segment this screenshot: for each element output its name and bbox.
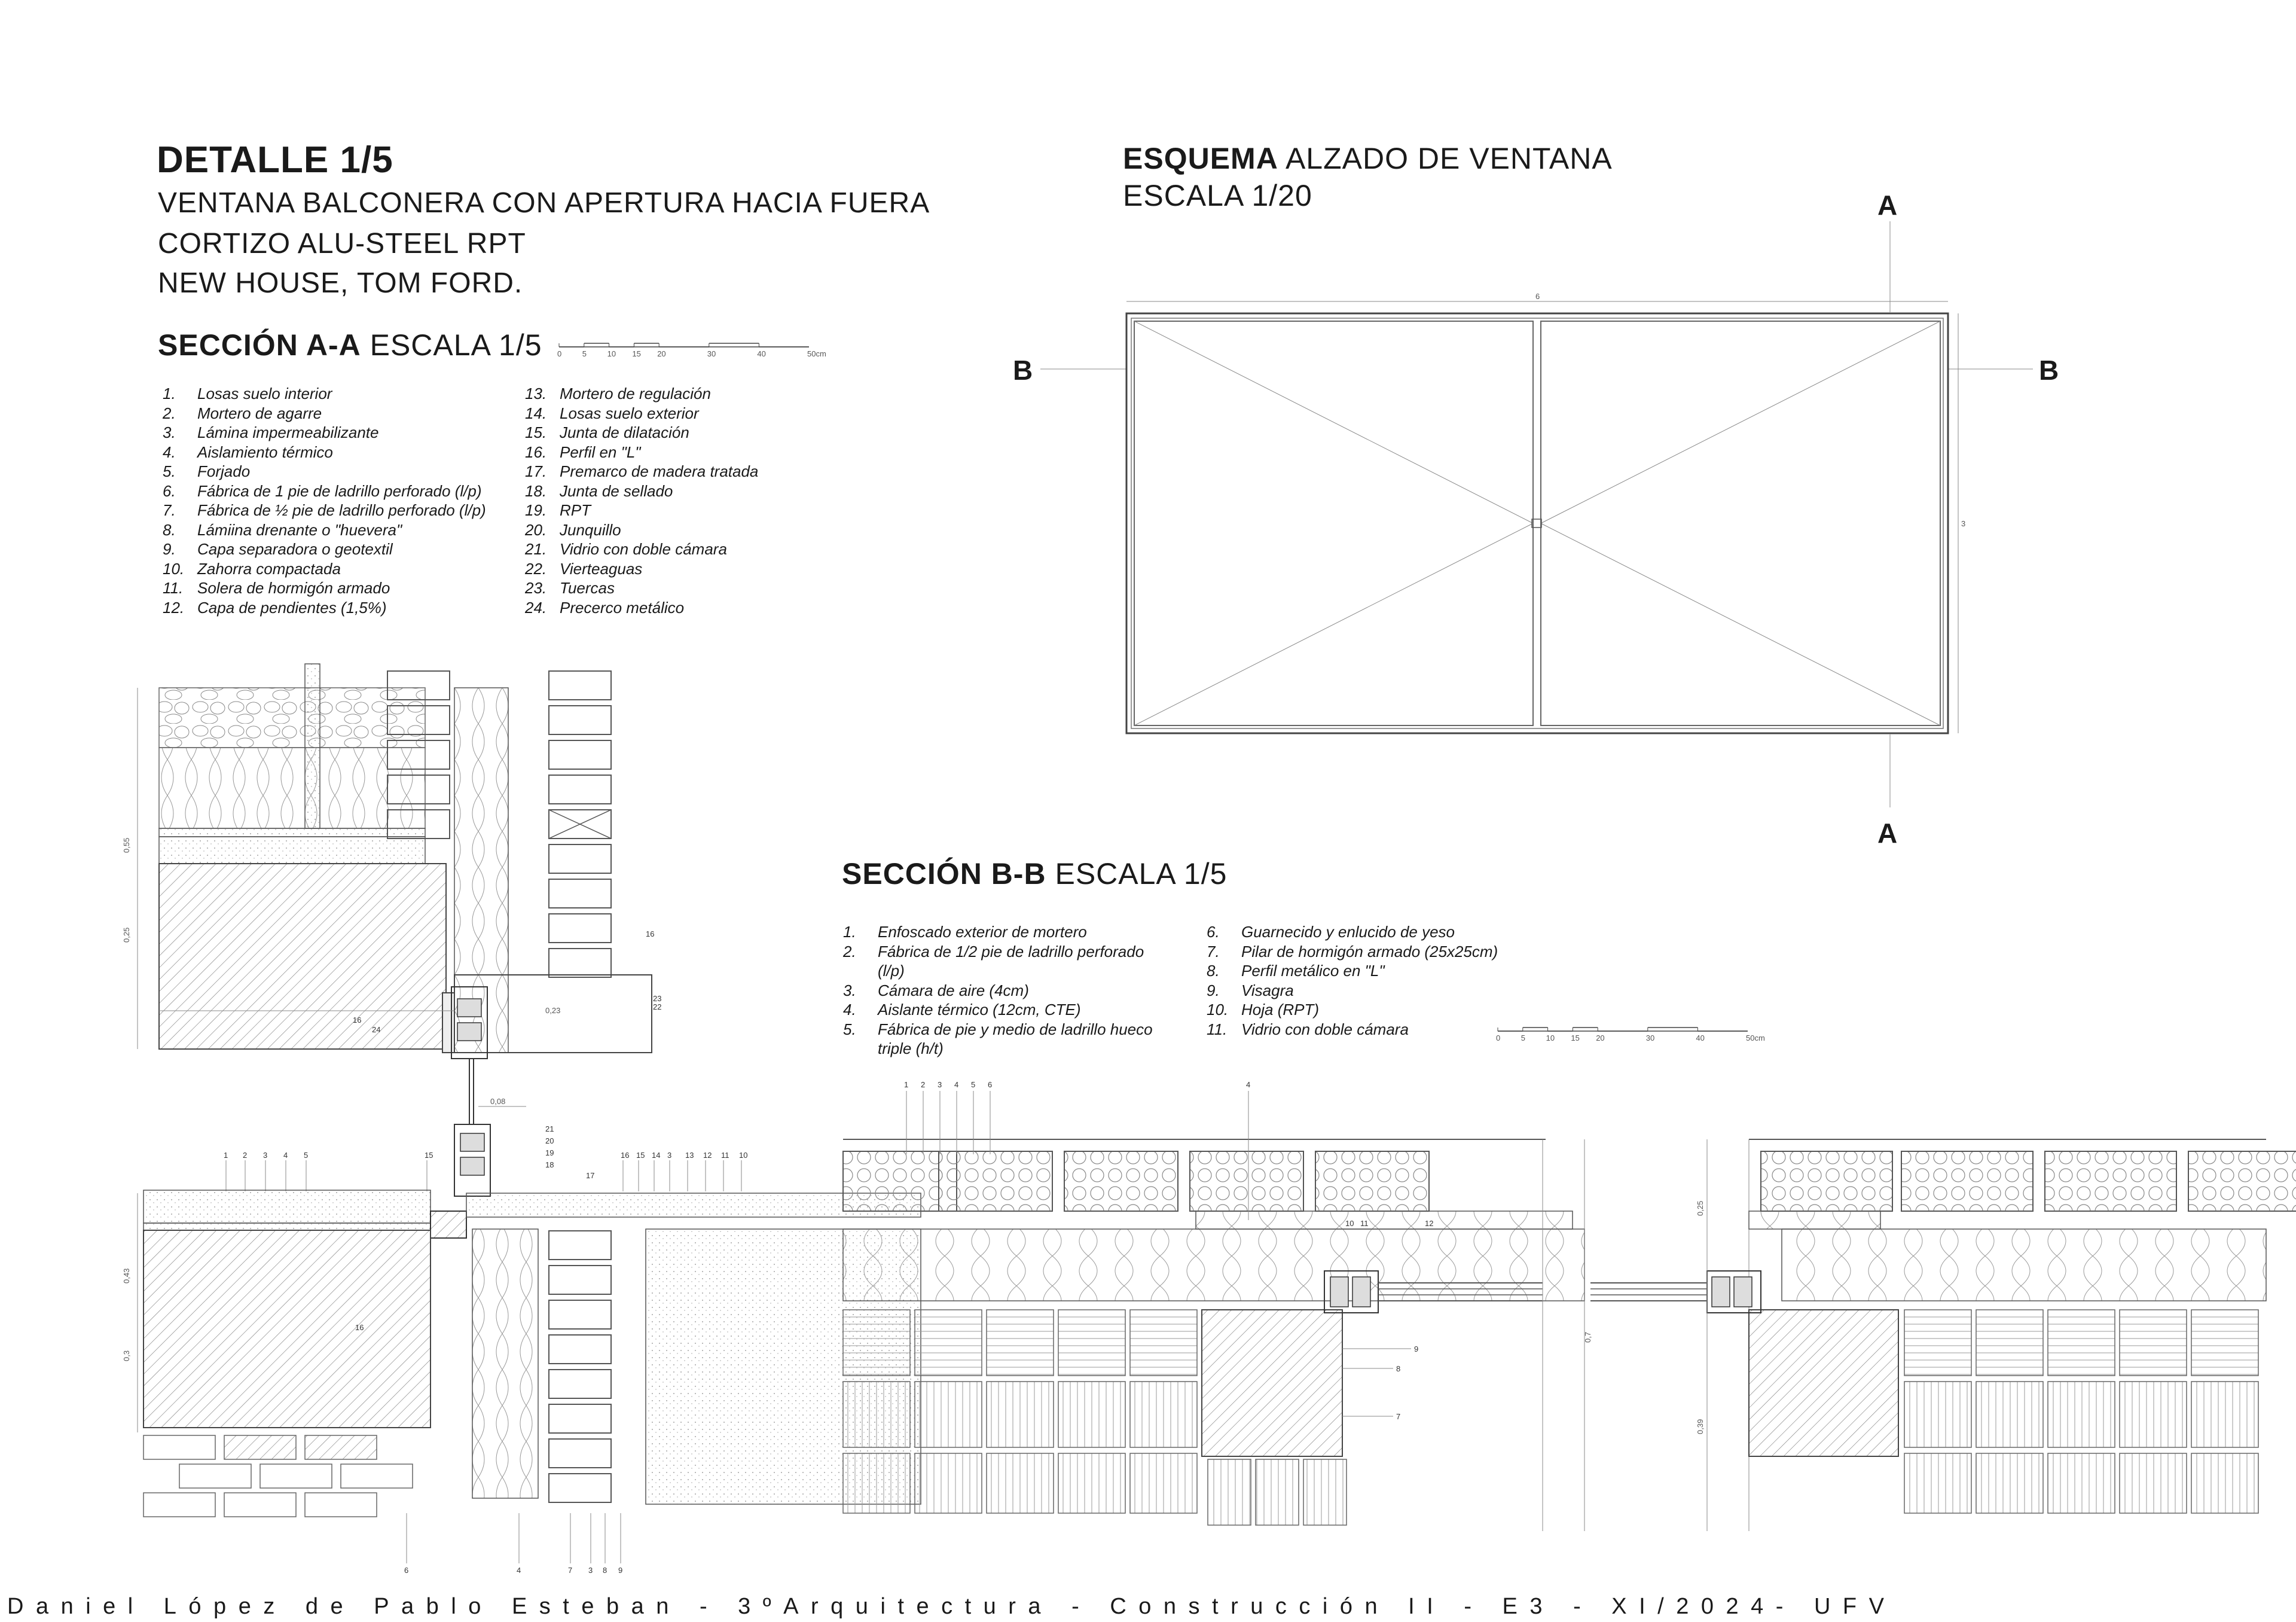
concrete-slab (159, 864, 446, 1049)
bb-window-profile-right (1590, 1271, 1761, 1313)
scale-label: 20 (657, 349, 666, 358)
callout-label: 4 (517, 1566, 521, 1575)
callout-label: 7 (568, 1566, 573, 1575)
callout-21: 21 (545, 1124, 554, 1133)
brick (224, 1435, 296, 1459)
legend-item-number: 14. (525, 404, 547, 422)
legend-item-number: 16. (525, 443, 547, 461)
legend-item-text: Fábrica de ½ pie de ladrillo perforado (l/p) (197, 501, 486, 519)
window-inner-frame (1131, 318, 1943, 728)
insulation-layer (159, 748, 425, 828)
legend-item (843, 942, 1153, 962)
hollow-block (1904, 1453, 1971, 1513)
hollow-block (1904, 1382, 1971, 1447)
section-bb-scale-bar (1498, 1026, 1809, 1044)
legend-item-text: Capa de pendientes (1,5%) (197, 598, 387, 617)
legend-item-number: 3. (163, 423, 176, 441)
hollow-block (1303, 1459, 1347, 1525)
window-leaf-left (1134, 321, 1533, 725)
hollow-brick (1901, 1151, 2033, 1211)
hollow-block (1976, 1453, 2043, 1513)
hollow-block (1058, 1453, 1125, 1513)
legend-item-number: 24. (525, 598, 547, 617)
hollow-brick (2045, 1151, 2176, 1211)
brick (549, 1300, 611, 1329)
brick (549, 1404, 611, 1433)
schema-title-rest: ALZADO DE VENTANA (1278, 142, 1613, 175)
legend-item (843, 1039, 1153, 1059)
legend-item (843, 1020, 1153, 1039)
brick (549, 949, 611, 977)
legend-item-number: 2. (163, 404, 176, 422)
callout-label: 6 (404, 1566, 409, 1575)
render-layer (305, 664, 320, 828)
legend-item-number: 13. (525, 385, 547, 403)
brick (305, 1493, 377, 1517)
legend-item-number: 22. (525, 559, 547, 578)
callout-frame-11: 11 (1360, 1219, 1369, 1228)
legend-item-text: Fábrica de 1/2 pie de ladrillo perforado (878, 942, 1144, 961)
hollow-block (2191, 1382, 2258, 1447)
legend-item-text: Vidrio con doble cámara (560, 540, 727, 558)
hollow-block (987, 1382, 1054, 1447)
dim-025: 0,25 (122, 927, 131, 943)
bb-right-pillar (1749, 1310, 1898, 1456)
legend-item-number: 1. (163, 385, 176, 403)
bb-dim-07: 0,7 (1583, 1331, 1592, 1343)
legend-item-text: Losas suelo exterior (560, 404, 699, 422)
hollow-block (2120, 1310, 2187, 1376)
legend-item-text: Mortero de agarre (197, 404, 322, 422)
brick (549, 879, 611, 908)
callout-side-9: 9 (1414, 1344, 1419, 1353)
hollow-block (1058, 1382, 1125, 1447)
legend-item-number: 7. (1207, 942, 1220, 961)
legend-item-number: 10. (1207, 1001, 1229, 1019)
legend-item-number (843, 1039, 878, 1059)
section-bb-legend-left (843, 922, 1153, 1059)
callout-24: 24 (372, 1025, 381, 1034)
legend-item (843, 961, 1153, 981)
hollow-block (2191, 1453, 2258, 1513)
dim-023: 0,23 (545, 1006, 561, 1015)
legend-item-text: (l/p) (878, 962, 905, 980)
hollow-block (2191, 1310, 2258, 1376)
section-bb-title (842, 856, 1227, 891)
legend-item (1207, 922, 1498, 942)
callout-label: 4 (954, 1080, 959, 1089)
section-aa-drawing (120, 652, 957, 1591)
schema-scale: ESCALA 1/20 (1123, 179, 1312, 212)
brick (305, 1435, 377, 1459)
legend-item-number: 8. (1207, 962, 1220, 980)
hollow-block (1904, 1310, 1971, 1376)
legend-item-text: Perfil en "L" (560, 443, 641, 461)
legend-item (1207, 1020, 1498, 1039)
dim-043: 0,43 (122, 1268, 131, 1283)
legend-item-number: 23. (525, 579, 547, 597)
hollow-block (843, 1453, 910, 1513)
bb-right-detail (1590, 1139, 2296, 1531)
scale-label: 20 (1596, 1033, 1605, 1042)
scale-label: 30 (1645, 1033, 1655, 1042)
legend-item-text: Capa separadora o geotextil (197, 540, 393, 558)
callout-22: 22 (653, 1002, 662, 1011)
callout-label: 15 (425, 1151, 433, 1160)
bb-right-insulation-strip (1749, 1211, 1880, 1229)
hollow-block (2120, 1453, 2187, 1513)
legend-item (1207, 961, 1498, 981)
callout-label: 1 (224, 1151, 228, 1160)
callout-frame-10: 10 (1345, 1219, 1354, 1228)
legend-item-number: 21. (525, 540, 547, 558)
legend-item-number: 12. (163, 598, 185, 617)
bb-dim-039: 0,39 (1696, 1419, 1705, 1434)
section-mark-b-left: B (1013, 355, 1033, 386)
insulation-lower (472, 1229, 538, 1498)
section-bb-drawing (837, 1077, 2284, 1567)
legend-item-text: Premarco de madera tratada (560, 462, 759, 480)
legend-item (843, 922, 1153, 942)
brick (549, 1266, 611, 1294)
callout-label: 12 (703, 1151, 712, 1160)
legend-item-text: Fábrica de 1 pie de ladrillo perforado (l/p) (197, 481, 482, 500)
dim-width-label: 6 (1535, 292, 1540, 301)
hollow-block (843, 1382, 910, 1447)
brick-column-outer (549, 671, 611, 977)
legend-item-number: 6. (163, 481, 176, 500)
scale-label: 15 (1571, 1033, 1580, 1042)
callout-label: 11 (721, 1151, 729, 1160)
section-bb-title-scale: ESCALA 1/5 (1046, 857, 1228, 891)
scale-label: 50cm (807, 349, 826, 358)
hollow-block (1058, 1310, 1125, 1376)
membrane-layer (159, 828, 425, 837)
callout-label: 2 (243, 1151, 248, 1160)
legend-item-text: Hoja (RPT) (1241, 1001, 1320, 1019)
hollow-block (2048, 1310, 2115, 1376)
brick (549, 1474, 611, 1502)
legend-item-number: 10. (163, 559, 185, 578)
legend-item-number: 9. (163, 540, 176, 558)
brick-row-lower (144, 1435, 413, 1517)
aa-upper-detail (122, 664, 661, 1094)
opening-line-right-bottom (1541, 523, 1940, 725)
brick (549, 775, 611, 804)
dim-03: 0,3 (122, 1350, 131, 1361)
brick-column-lower (549, 1231, 611, 1502)
window-profile-bottom (454, 1089, 490, 1196)
callout-label: 4 (1246, 1080, 1251, 1089)
scale-label: 30 (707, 349, 716, 358)
brick (179, 1464, 251, 1488)
legend-item-number: 2. (843, 942, 856, 961)
legend-item-number: 4. (163, 443, 176, 461)
brick (144, 1435, 215, 1459)
section-aa-title-scale: ESCALA 1/5 (361, 328, 542, 362)
hollow-block (843, 1310, 910, 1376)
callout-frame-12: 12 (1425, 1219, 1434, 1228)
callout-row (224, 1151, 747, 1191)
bb-insulation-main (843, 1229, 1584, 1301)
callout-bottom-row (404, 1513, 622, 1575)
legend-item-text: Enfoscado exterior de mortero (878, 923, 1087, 941)
hollow-brick (1064, 1151, 1178, 1211)
hollow-block (1976, 1382, 2043, 1447)
callout-side-8: 8 (1396, 1364, 1401, 1373)
callout-label: 1 (904, 1080, 909, 1089)
callout-label: 8 (603, 1566, 607, 1575)
callout-16-c: 16 (355, 1323, 364, 1332)
legend-item (1207, 1000, 1498, 1020)
callout-label: 3 (263, 1151, 268, 1160)
legend-item-number: 6. (1207, 923, 1220, 941)
legend-item-number: 5. (163, 462, 176, 480)
legend-item-number (843, 961, 878, 981)
sheet-title: DETALLE 1/5 (157, 139, 393, 181)
scale-label: 10 (1546, 1033, 1555, 1042)
section-bb-title-bold: SECCIÓN B-B (842, 857, 1046, 891)
hollow-brick (1761, 1151, 1892, 1211)
scale-label: 50cm (1746, 1033, 1765, 1042)
aa-lower-detail (122, 1089, 921, 1575)
subtitle-line-2: CORTIZO ALU-STEEL RPT (158, 228, 526, 260)
cavity-insulation (454, 688, 508, 1053)
hollow-block (1256, 1459, 1299, 1525)
callout-label: 10 (739, 1151, 748, 1160)
callout-label: 5 (304, 1151, 309, 1160)
legend-item-text: Cámara de aire (4cm) (878, 981, 1029, 999)
section-mark-a-top: A (1877, 190, 1898, 221)
metal-frame (442, 993, 454, 1053)
hollow-block (1130, 1453, 1197, 1513)
callout-label: 14 (652, 1151, 661, 1160)
hollow-block (2048, 1382, 2115, 1447)
callout-label: 3 (667, 1151, 672, 1160)
legend-item-text: Junta de dilatación (560, 423, 689, 441)
subtitle-line-1: VENTANA BALCONERA CON APERTURA HACIA FUERA (158, 187, 930, 219)
brick (549, 1335, 611, 1364)
interior-floor (144, 1190, 430, 1223)
hollow-block (2120, 1382, 2187, 1447)
hollow-brick-row-left (843, 1151, 1429, 1211)
bb-left-detail (843, 1080, 1592, 1531)
hollow-block (1130, 1310, 1197, 1376)
legend-item-text: Forjado (197, 462, 251, 480)
footer-credits: Daniel López de Pablo Esteban - 3ºArquitectura - Construcción II - E3 - XI/2024- UFV (7, 1594, 1897, 1619)
wood-subframe (430, 1211, 466, 1238)
legend-item-number: 9. (1207, 981, 1220, 999)
hollow-block (915, 1382, 982, 1447)
hollow-block-grid-right (1904, 1310, 2258, 1513)
legend-item-text: Tuercas (560, 579, 615, 597)
hollow-block (915, 1453, 982, 1513)
legend-item-text: triple (h/t) (878, 1039, 944, 1057)
legend-item (843, 981, 1153, 1001)
legend-item-number: 15. (525, 423, 547, 441)
legend-item-number: 11. (1207, 1020, 1228, 1038)
hollow-brick-row-right (1761, 1151, 2296, 1211)
callout-19: 19 (545, 1148, 554, 1157)
callout-20: 20 (545, 1136, 554, 1145)
hollow-brick (2188, 1151, 2296, 1211)
legend-item-text: Losas suelo interior (197, 385, 332, 403)
bb-right-insulation (1782, 1229, 2266, 1301)
subtitle-line-3: NEW HOUSE, TOM FORD. (158, 267, 523, 299)
hollow-block (1976, 1310, 2043, 1376)
scale-label: 10 (607, 349, 616, 358)
legend-item-number: 18. (525, 481, 547, 500)
legend-item-text: Visagra (1241, 981, 1294, 999)
callout-label: 2 (921, 1080, 926, 1089)
opening-line-left-top (1134, 321, 1533, 523)
brick (144, 1493, 215, 1517)
dim-055: 0,55 (122, 837, 131, 853)
legend-item-text: Zahorra compactada (197, 559, 341, 578)
legend-item-number: 4. (843, 1001, 856, 1019)
brick (549, 1370, 611, 1398)
scale-label: 0 (1496, 1033, 1501, 1042)
callout-label: 15 (636, 1151, 645, 1160)
legend-item-number: 5. (843, 1020, 856, 1038)
brick (549, 1439, 611, 1468)
brick (549, 914, 611, 943)
scale-label: 5 (582, 349, 587, 358)
legend-item-text: Pilar de hormigón armado (25x25cm) (1241, 942, 1498, 961)
hollow-block (987, 1310, 1054, 1376)
window-leaf-right (1541, 321, 1940, 725)
legend-item-number: 7. (163, 501, 176, 519)
scale-label: 40 (1696, 1033, 1705, 1042)
bb-dim-025: 0,25 (1696, 1200, 1705, 1216)
section-bb-legend-right (1207, 922, 1498, 1039)
callout-label: 3 (938, 1080, 942, 1089)
window-outer-frame (1126, 313, 1948, 733)
legend-item-text: Mortero de regulación (560, 385, 711, 403)
brick (549, 671, 611, 700)
callout-label: 16 (621, 1151, 630, 1160)
callout-23: 23 (653, 994, 662, 1003)
section-mark-a-bottom: A (1877, 818, 1898, 849)
hollow-brick (1190, 1151, 1303, 1211)
hollow-block (2048, 1453, 2115, 1513)
concrete-pillar (1202, 1310, 1342, 1456)
callout-16-b: 16 (353, 1016, 362, 1025)
legend-item-text: Solera de hormigón armado (197, 579, 390, 597)
brick (224, 1493, 296, 1517)
brick (260, 1464, 332, 1488)
legend-item-number: 17. (525, 462, 547, 480)
mortar-bed (144, 1223, 430, 1230)
legend-item (1207, 981, 1498, 1001)
callout-label: 3 (588, 1566, 593, 1575)
legend-item-text: Fábrica de pie y medio de ladrillo hueco (878, 1020, 1153, 1038)
brick (549, 1231, 611, 1260)
legend-item-text: Aislamiento térmico (197, 443, 333, 461)
bb-insulation-strip (1196, 1211, 1573, 1229)
callout-side-7: 7 (1396, 1412, 1401, 1421)
hollow-brick (1315, 1151, 1429, 1211)
brick (549, 844, 611, 873)
callout-label: 13 (685, 1151, 694, 1160)
legend-item-text: Precerco metálico (560, 598, 685, 617)
legend-item-number: 20. (525, 520, 547, 539)
legend-item-number: 11. (163, 579, 184, 597)
legend-item-text: Lámiina drenante o "huevera" (197, 520, 402, 539)
hollow-block (915, 1310, 982, 1376)
callout-16-a: 16 (646, 929, 655, 938)
legend-item-text: Lámina impermeabilizante (197, 423, 379, 441)
legend-item-text: Aislante térmico (12cm, CTE) (878, 1001, 1081, 1019)
callout-label: 9 (618, 1566, 623, 1575)
schema-title-bold: ESQUEMA (1123, 142, 1278, 175)
callout-label: 4 (283, 1151, 288, 1160)
legend-item-number: 8. (163, 520, 176, 539)
opening-line-right-top (1541, 321, 1940, 523)
scale-label: 0 (557, 349, 562, 358)
brick (549, 706, 611, 734)
scale-label: 15 (632, 349, 641, 358)
legend-item-number: 3. (843, 981, 856, 999)
scale-label: 5 (1521, 1033, 1526, 1042)
opening-line-left-bottom (1134, 523, 1533, 725)
legend-item-text: Guarnecido y enlucido de yeso (1241, 923, 1455, 941)
scale-label: 40 (757, 349, 766, 358)
legend-item-number: 1. (843, 923, 856, 941)
gravel-layer (159, 688, 425, 748)
legend-item-text: Junquillo (560, 520, 621, 539)
slab-lower (144, 1230, 430, 1428)
section-mark-b-right: B (2039, 355, 2059, 386)
screed-layer (159, 837, 425, 864)
callout-label: 5 (971, 1080, 976, 1089)
hollow-brick (939, 1151, 1052, 1211)
legend-item-number: 19. (525, 501, 547, 519)
callout-label: 6 (988, 1080, 993, 1089)
hollow-block (1130, 1382, 1197, 1447)
hollow-block (1208, 1459, 1251, 1525)
legend-item-text: RPT (560, 501, 591, 519)
legend-item (1207, 942, 1498, 962)
hollow-block (987, 1453, 1054, 1513)
dim-008: 0,08 (490, 1097, 506, 1106)
section-aa-title-bold: SECCIÓN A-A (158, 328, 361, 362)
callout-17: 17 (586, 1171, 595, 1180)
legend-item-text: Perfil metálico en "L" (1241, 962, 1385, 980)
brick (549, 740, 611, 769)
legend-item-text: Vidrio con doble cámara (1241, 1020, 1409, 1038)
legend-item-text: Junta de sellado (560, 481, 673, 500)
legend-item (843, 1000, 1153, 1020)
callout-18: 18 (545, 1160, 554, 1169)
dim-height-label: 3 (1961, 519, 1966, 528)
legend-item-text: Vierteaguas (560, 559, 643, 578)
brick (341, 1464, 413, 1488)
